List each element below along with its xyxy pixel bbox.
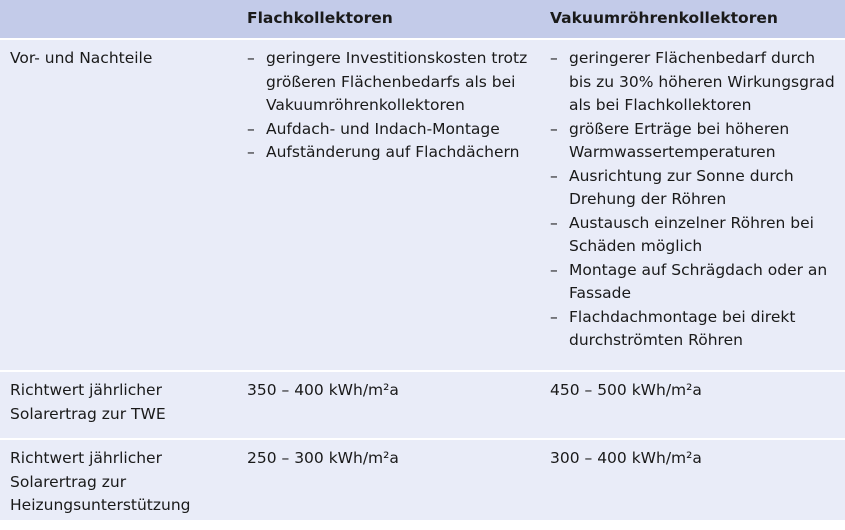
table-row [0,371,845,439]
row-label: Vor- und Nachteile [0,39,237,371]
list-item: – Montage auf Schrägdach oder an Fassade [550,259,837,306]
flach-list [247,47,532,165]
flach-value: 250 – 300 kWh/m²a [237,439,540,520]
table-row [0,39,845,371]
vakuum-cell [540,39,845,371]
header-flachkollektoren: Flachkollektoren [237,0,540,39]
list-item: – Ausrichtung zur Sonne durch Drehung der Röhren [550,165,837,212]
list-item: – geringerer Flächenbedarf durch bis zu 30% höheren Wirkungsgrad als bei Flachkollektoren [550,47,837,118]
header-row [0,0,845,39]
row-label: Richtwert jährlicher Solarertrag zur Heizungsunterstützung [0,439,237,520]
list-item: – Aufdach- und Indach-Montage [247,118,532,142]
list-item: – Aufständerung auf Flachdächern [247,141,532,165]
header-empty-cell [0,0,237,39]
list-item: – Austausch einzelner Röhren bei Schäden möglich [550,212,837,259]
list-item: – Flachdachmontage bei direkt durchströmten Röhren [550,306,837,353]
vakuum-value: 450 – 500 kWh/m²a [540,371,845,439]
list-item: – größere Erträge bei höheren Warmwassertemperaturen [550,118,837,165]
flach-value: 350 – 400 kWh/m²a [237,371,540,439]
flach-cell [237,39,540,371]
vakuum-list [550,47,837,353]
list-item: – geringere Investitionskosten trotz größeren Flächenbedarfs als bei Vakuumröhrenkollektoren [247,47,532,118]
row-label: Richtwert jährlicher Solarertrag zur TWE [0,371,237,439]
table-row [0,439,845,520]
vakuum-value: 300 – 400 kWh/m²a [540,439,845,520]
header-vakuumroehrenkollektoren: Vakuumröhrenkollektoren [540,0,845,39]
